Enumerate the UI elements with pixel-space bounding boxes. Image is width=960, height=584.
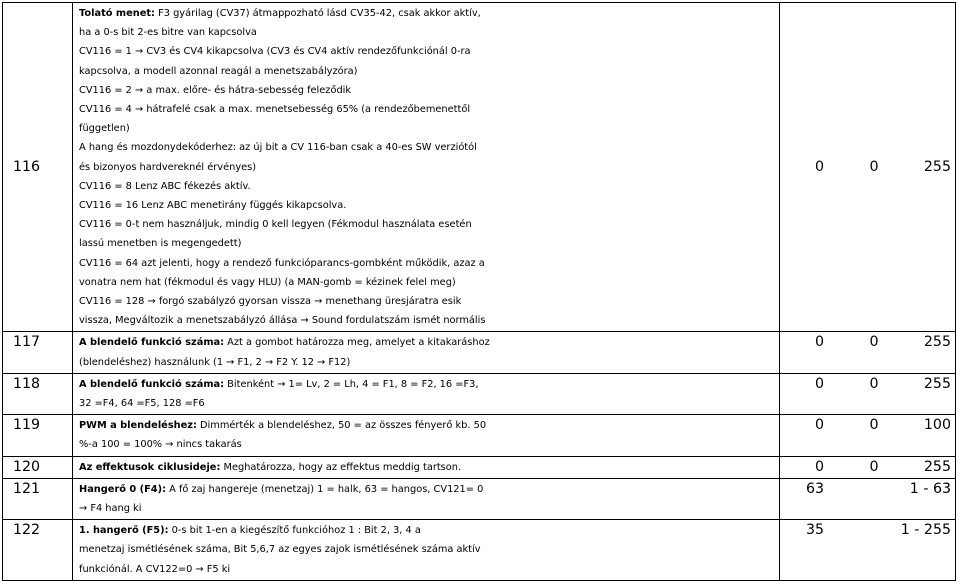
description-line [79,521,779,540]
description-line [79,375,779,394]
min-value: 0 [869,417,879,434]
cv-description [73,332,780,373]
default-value: 0 [814,417,824,434]
description-text: és bizonyos hardvereknél érvényes) [79,161,257,173]
cv-number: 121 [3,478,73,519]
description-line [79,23,779,42]
description-text: CV116 = 16 Lenz ABC menetirány függés kikapcsolva. [79,200,347,212]
cv-number: 119 [3,415,73,456]
range-value: 255 [923,375,951,392]
range-value: 255 [923,158,951,175]
description-line [79,62,779,81]
description-text: vonatra nem hat (fékmodul és vagy HLU) (a MAN-gomb = kézinek felel meg) [79,276,456,288]
table-row [3,478,956,519]
description-line [79,394,779,413]
description-line [79,81,779,100]
description-line [79,292,779,311]
description-line [79,254,779,273]
min-value [829,480,879,499]
description-line [79,353,779,372]
description-line [79,311,779,330]
cv-values [780,332,956,373]
min-value: 0 [869,158,879,175]
table-row [3,456,956,478]
description-text: CV116 = 8 Lenz ABC fékezés aktív. [79,180,251,192]
description-text: A fő zaj hangereje (menetzaj) 1 = halk, 63 = hangos, CV121= 0 [166,483,484,495]
default-value: 0 [814,334,824,351]
description-text: %-a 100 = 100% → nincs takarás [79,439,242,451]
value-group [784,480,951,499]
description-text: Meghatározza, hogy az effektus meddig tartson. [220,461,462,473]
cv-values [780,478,956,519]
description-text: Dimmérték a blendeléshez, 50 = az összes fényerő kb. 50 [196,420,487,432]
description-text: 32 =F4, 64 =F5, 128 =F6 [79,398,205,410]
cv-values [780,373,956,414]
cv-values [780,415,956,456]
table-row [3,3,956,332]
description-line [79,196,779,215]
value-group [784,416,951,435]
parameter-title: A blendelő funkció száma: [79,378,225,390]
parameter-title: Az effektusok ciklusideje: [79,461,221,473]
cv-table [2,2,956,581]
value-group [784,521,951,540]
description-text: Bitenként → 1= Lv, 2 = Lh, 4 = F1, 8 = F2, 16 =F3, [224,378,479,390]
description-text: vissza, Megváltozik a menetszabályzó állása → Sound fordulatszám ismét normális [79,315,486,327]
cv-description [73,3,780,332]
cv-number: 122 [3,520,73,581]
description-line [79,177,779,196]
table-row [3,332,956,373]
value-group [784,375,951,394]
cv-description [73,415,780,456]
cv-description [73,373,780,414]
cv-number: 116 [3,3,73,332]
default-value: 35 [805,522,824,539]
description-line [79,273,779,292]
description-text: lassú menetben is megengedett) [79,238,242,250]
value-group [784,458,951,477]
description-line [79,138,779,157]
cv-description [73,478,780,519]
description-line [79,42,779,61]
description-text: Azt a gombot határozza meg, amelyet a kitakaráshoz [224,337,490,349]
range-value: 255 [923,334,951,351]
table-row [3,415,956,456]
description-text: CV116 = 0-t nem használjuk, mindig 0 kell legyen (Fékmodul használata esetén [79,219,472,231]
description-line [79,416,779,435]
cv-values [780,456,956,478]
min-value: 0 [869,375,879,392]
description-line [79,158,779,177]
cv-values [780,3,956,332]
table-row [3,520,956,581]
cv-table-body [3,3,956,581]
description-line [79,435,779,454]
parameter-title: A blendelő funkció száma: [79,337,225,349]
description-line [79,499,779,518]
parameter-title: Tolató menet: [79,8,155,19]
description-line [79,333,779,352]
min-value: 0 [869,334,879,351]
parameter-title: PWM a blendeléshez: [79,420,197,432]
description-line [79,540,779,559]
description-text: CV116 = 128 → forgó szabályzó gyorsan vissza → menethang üresjáratra esik [79,296,462,308]
description-text: ha a 0-s bit 2-es bitre van kapcsolva [79,27,257,39]
description-text: független) [79,123,130,135]
description-text: menetzaj ismétlésének száma, Bit 5,6,7 az egyes zajok ismétlésének száma aktív [79,544,481,556]
description-line [79,234,779,253]
description-line [79,215,779,234]
default-value: 0 [814,158,824,175]
default-value: 0 [814,375,824,392]
description-text: CV116 = 2 → a max. előre- és hátra-sebesség feleződik [79,84,352,96]
min-value: 0 [869,458,879,475]
cv-number: 120 [3,456,73,478]
min-value [829,521,879,540]
description-text: A hang és mozdonydekóderhez: az új bit a CV 116-ban csak a 40-es SW verziótól [79,142,477,154]
description-line [79,480,779,499]
description-text: 0-s bit 1-en a kiegészítő funkcióhoz 1 : Bit 2, 3, 4 a [168,525,421,537]
range-value: 100 [923,417,951,434]
description-text: F3 gyárilag (CV37) átmappozható lásd CV35-42, csak akkor aktív, [154,8,481,19]
value-group [784,158,951,177]
cv-number: 118 [3,373,73,414]
range-value: 255 [923,458,951,475]
description-text: CV116 = 64 azt jelenti, hogy a rendező funkcióparancs-gombként működik, azaz a [79,257,485,269]
parameter-title: 1. hangerő (F5): [79,525,169,537]
description-line [79,4,779,23]
cv-description [73,456,780,478]
description-text: CV116 = 1 → CV3 és CV4 kikapcsolva (CV3 és CV4 aktív rendezőfunkciónál 0-ra [79,46,471,58]
range-value: 1 - 255 [900,522,951,539]
table-row [3,373,956,414]
description-line [79,100,779,119]
cv-number: 117 [3,332,73,373]
default-value: 0 [814,458,824,475]
description-line [79,119,779,138]
cv-description [73,520,780,581]
description-text: CV116 = 4 → hátrafelé csak a max. menetsebesség 65% (a rendezőbemenettől [79,104,471,116]
cv-values [780,520,956,581]
parameter-title: Hangerő 0 (F4): [79,483,167,495]
description-line [79,458,779,477]
default-value: 63 [805,480,824,497]
description-text: funkciónál. A CV122=0 → F5 ki [79,563,231,575]
description-line [79,560,779,579]
description-text: kapcsolva, a modell azonnal reagál a menetszabályzóra) [79,65,358,77]
range-value: 1 - 63 [909,480,951,497]
description-text: → F4 hang ki [79,503,142,515]
value-group [784,333,951,352]
description-text: (blendeléshez) használunk (1 → F1, 2 → F2 Y. 12 → F12) [79,356,351,368]
